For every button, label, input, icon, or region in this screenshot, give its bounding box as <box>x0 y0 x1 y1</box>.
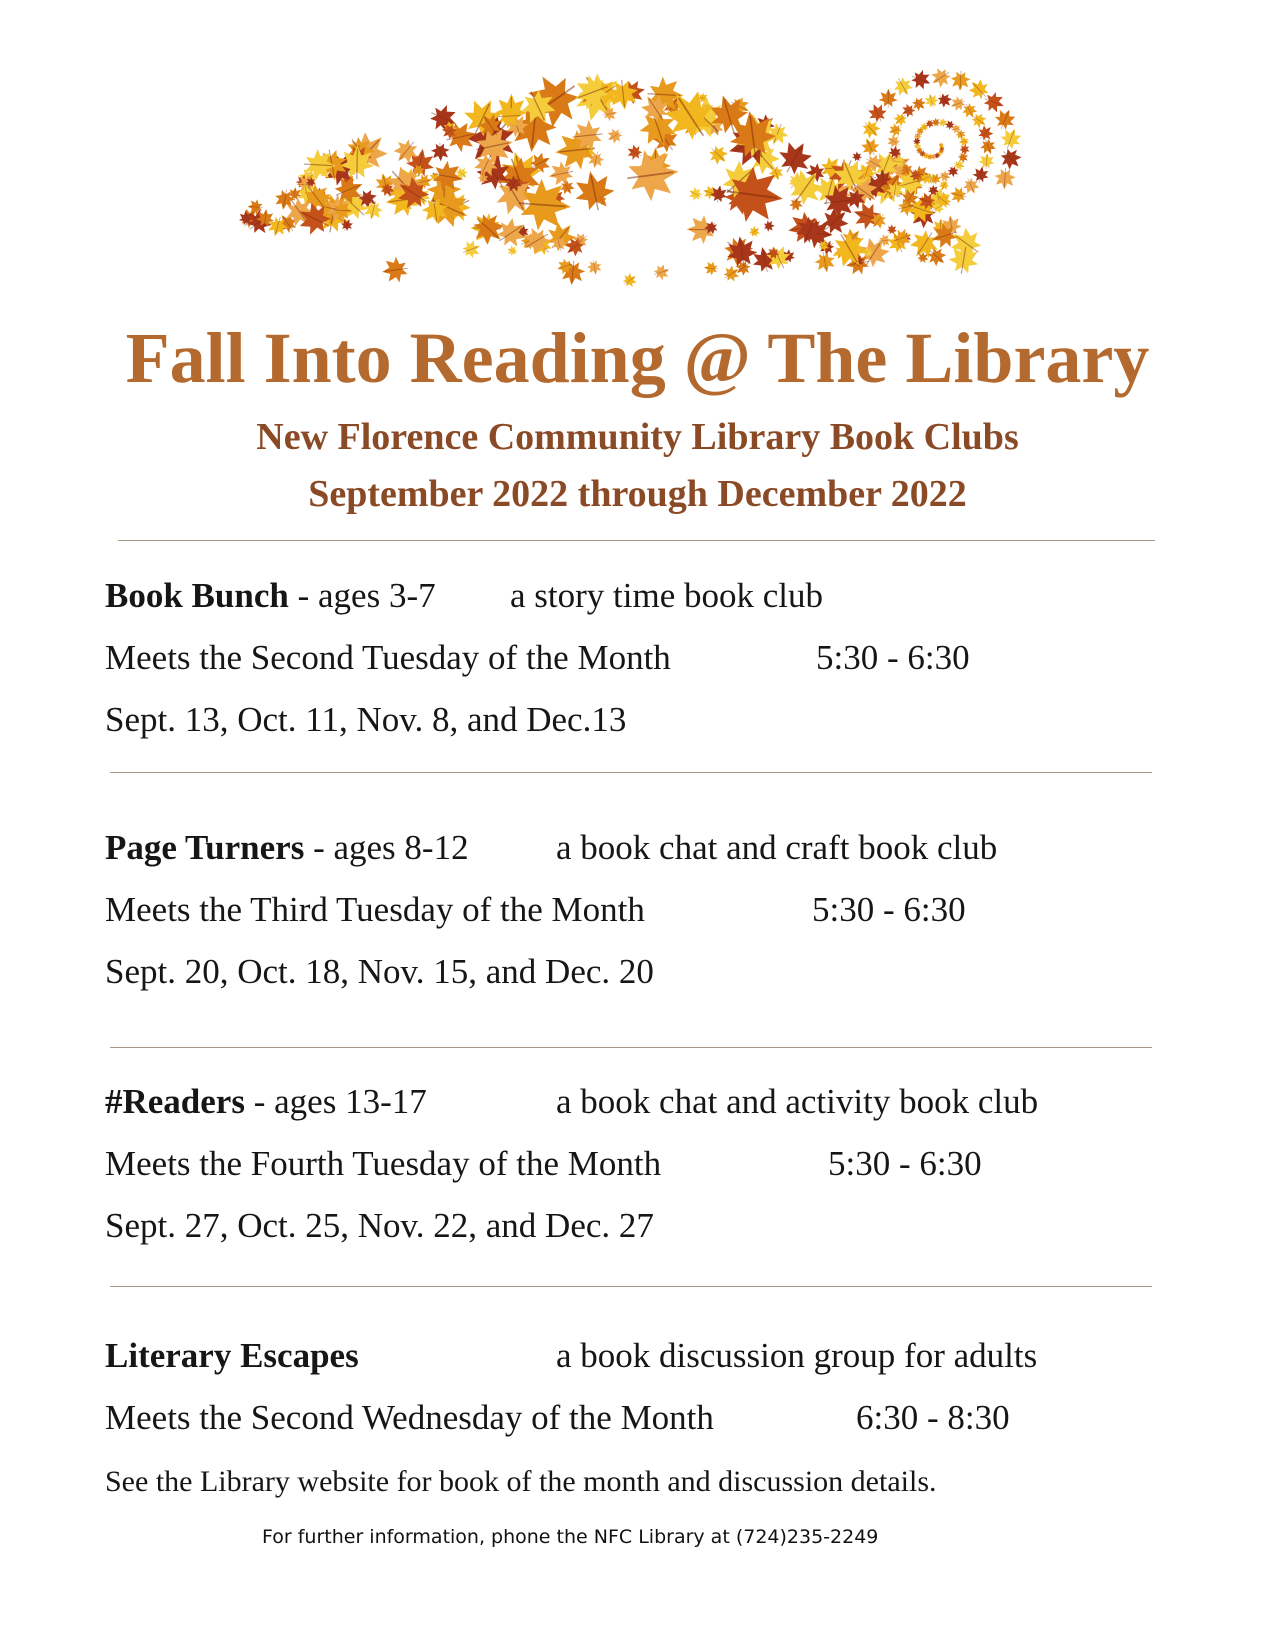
club-name: Page Turners <box>105 828 305 867</box>
autumn-leaves-decoration <box>0 0 1275 320</box>
divider <box>118 540 1155 541</box>
club-ages: - ages 8-12 <box>304 828 469 867</box>
page-title: Fall Into Reading @ The Library <box>125 318 1150 398</box>
club-ages: - ages 13-17 <box>244 1082 427 1121</box>
club-website-note: See the Library website for book of the month and discussion details. <box>105 1465 937 1498</box>
date-range: September 2022 through December 2022 <box>308 473 967 515</box>
club-time: 5:30 - 6:30 <box>828 1144 982 1183</box>
club-time: 6:30 - 8:30 <box>856 1398 1010 1437</box>
club-dates: Sept. 27, Oct. 25, Nov. 22, and Dec. 27 <box>105 1206 654 1245</box>
club-description: a book chat and craft book club <box>556 828 998 867</box>
club-name: Literary Escapes <box>105 1336 359 1375</box>
club-ages: - ages 3-7 <box>288 576 436 615</box>
contact-footer: For further information, phone the NFC Library at (724)235-2249 <box>262 1526 879 1548</box>
club-time: 5:30 - 6:30 <box>816 638 970 677</box>
club-heading <box>105 1336 359 1376</box>
divider <box>110 1286 1152 1287</box>
club-name: Book Bunch <box>105 576 289 615</box>
club-heading <box>105 828 469 868</box>
club-name: #Readers <box>105 1082 245 1121</box>
divider <box>110 1047 1152 1048</box>
page-subtitle: New Florence Community Library Book Clubs <box>256 416 1019 458</box>
club-dates: Sept. 20, Oct. 18, Nov. 15, and Dec. 20 <box>105 952 654 991</box>
club-dates: Sept. 13, Oct. 11, Nov. 8, and Dec.13 <box>105 700 627 739</box>
club-meeting-day: Meets the Second Tuesday of the Month <box>105 638 671 677</box>
club-meeting-day: Meets the Third Tuesday of the Month <box>105 890 645 929</box>
club-heading <box>105 1082 427 1122</box>
club-time: 5:30 - 6:30 <box>812 890 966 929</box>
club-meeting-day: Meets the Second Wednesday of the Month <box>105 1398 714 1437</box>
club-description: a story time book club <box>510 576 824 615</box>
club-description: a book discussion group for adults <box>556 1336 1038 1375</box>
divider <box>110 772 1152 773</box>
club-heading <box>105 576 436 616</box>
club-meeting-day: Meets the Fourth Tuesday of the Month <box>105 1144 662 1183</box>
club-description: a book chat and activity book club <box>556 1082 1039 1121</box>
